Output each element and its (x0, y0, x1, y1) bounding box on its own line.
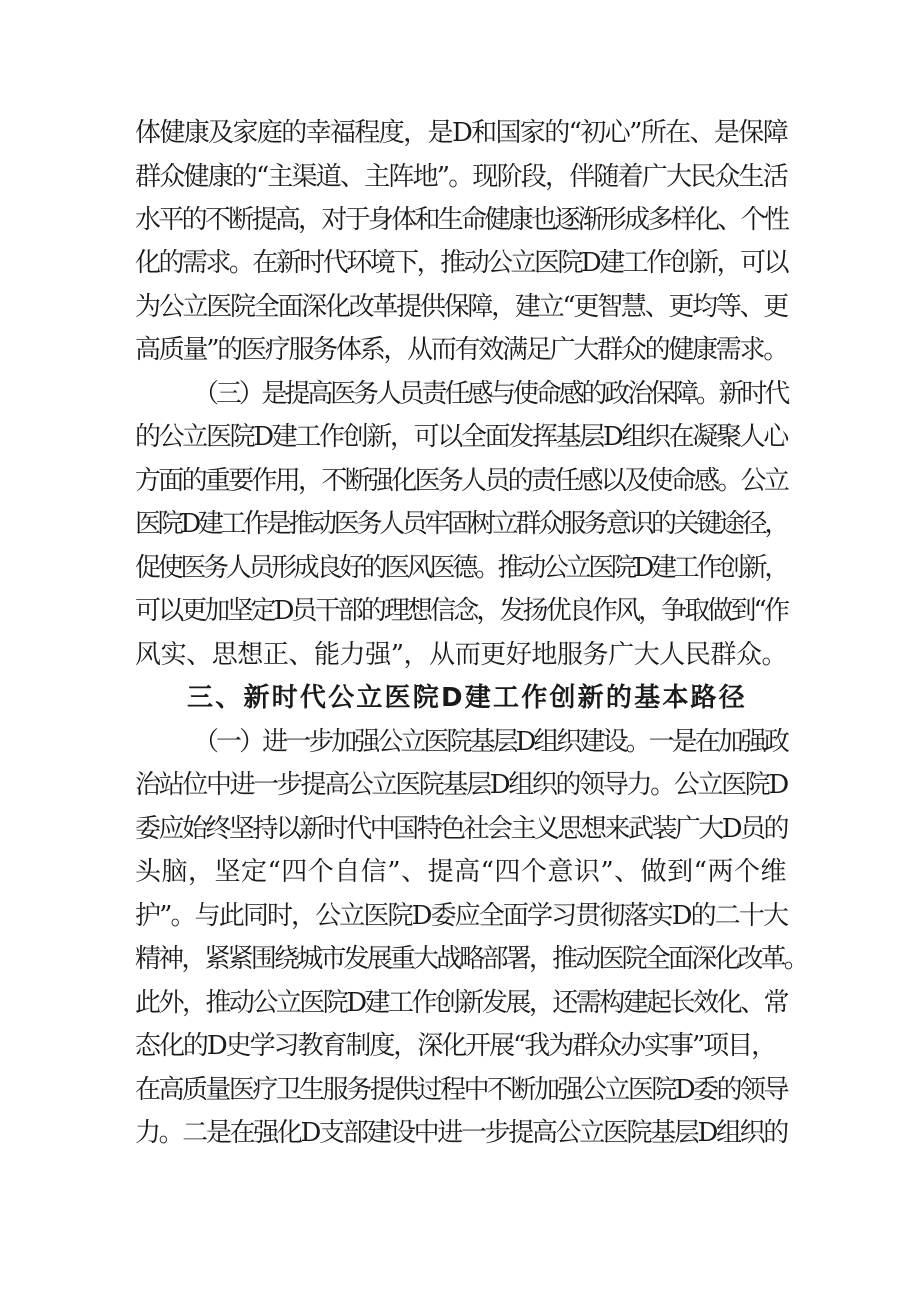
paragraph-line (0, 553, 920, 583)
paragraph-line (0, 509, 920, 539)
text-line: 方面的重要作用，不断强化医务人员的责任感以及使命感。公立 (135, 466, 788, 496)
text-line: 的公立医院D建工作创新，可以全面发挥基层D组织在凝聚人心 (135, 422, 787, 452)
text-line: 可以更加坚定D员干部的理想信念，发扬优良作风，争取做到“作 (135, 596, 788, 626)
paragraph-line (0, 1031, 920, 1061)
paragraph-line (0, 118, 920, 148)
text-line: 头脑，坚定“四个自信”、提高“四个意识”、做到“两个维 (135, 857, 787, 887)
paragraph-line (0, 248, 920, 278)
text-line: （三）是提高医务人员责任感与使命感的政治保障。新时代 (193, 379, 788, 409)
text-line: 高质量”的医疗服务体系，从而有效满足广大群众的健康需求。 (135, 335, 788, 365)
paragraph-line (0, 422, 920, 452)
paragraph-line (0, 1118, 920, 1148)
text-line: （一）进一步加强公立医院基层D组织建设。一是在加强政 (193, 727, 787, 757)
text-line: 委应始终坚持以新时代中国特色社会主义思想来武装广大D员的 (135, 814, 788, 844)
text-line: 医院D建工作是推动医务人员牢固树立群众服务意识的关键途径， (135, 509, 787, 539)
paragraph-line (0, 205, 920, 235)
paragraph-line (0, 988, 920, 1018)
text-line: 力。二是在强化D支部建设中进一步提高公立医院基层D组织的 (135, 1118, 787, 1148)
paragraph-line (0, 640, 920, 670)
paragraph-line (0, 596, 920, 626)
section-heading (0, 683, 920, 713)
text-line: 此外，推动公立医院D建工作创新发展，还需构建起长效化、常 (135, 988, 788, 1018)
paragraph-line (0, 1075, 920, 1105)
text-line: 治站位中进一步提高公立医院基层D组织的领导力。公立医院D (135, 770, 787, 800)
text-line: 水平的不断提高，对于身体和生命健康也逐渐形成多样化、个性 (135, 205, 788, 235)
text-line: 为公立医院全面深化改革提供保障，建立“更智慧、更均等、更 (135, 292, 788, 322)
paragraph-line (0, 292, 920, 322)
paragraph-line (0, 857, 920, 887)
paragraph-line (0, 770, 920, 800)
paragraph-line (0, 944, 920, 974)
paragraph-line (0, 162, 920, 192)
paragraph-line (0, 335, 920, 365)
text-line: 在高质量医疗卫生服务提供过程中不断加强公立医院D委的领导 (135, 1075, 788, 1105)
text-line: 促使医务人员形成良好的医风医德。推动公立医院D建工作创新， (135, 553, 787, 583)
text-line: 风实、思想正、能力强”，从而更好地服务广大人民群众。 (135, 640, 788, 670)
text-line: 体健康及家庭的幸福程度，是D和国家的“初心”所在、是保障 (135, 118, 788, 148)
paragraph-line (0, 901, 920, 931)
text-line: 化的需求。在新时代环境下，推动公立医院D建工作创新，可以 (135, 248, 788, 278)
heading-text: 三、新时代公立医院D建工作创新的基本路径 (187, 683, 747, 713)
text-line: 态化的D史学习教育制度，深化开展“我为群众办实事”项目， (135, 1031, 776, 1061)
paragraph-line (0, 814, 920, 844)
text-line: 护”。与此同时，公立医院D委应全面学习贯彻落实D的二十大 (135, 901, 788, 931)
text-line: 精神，紧紧围绕城市发展重大战略部署，推动医院全面深化改革。 (135, 944, 807, 974)
paragraph-line (0, 466, 920, 496)
paragraph-line (0, 379, 920, 409)
text-line: 群众健康的“主渠道、主阵地”。现阶段，伴随着广大民众生活 (135, 162, 787, 192)
paragraph-line (0, 727, 920, 757)
